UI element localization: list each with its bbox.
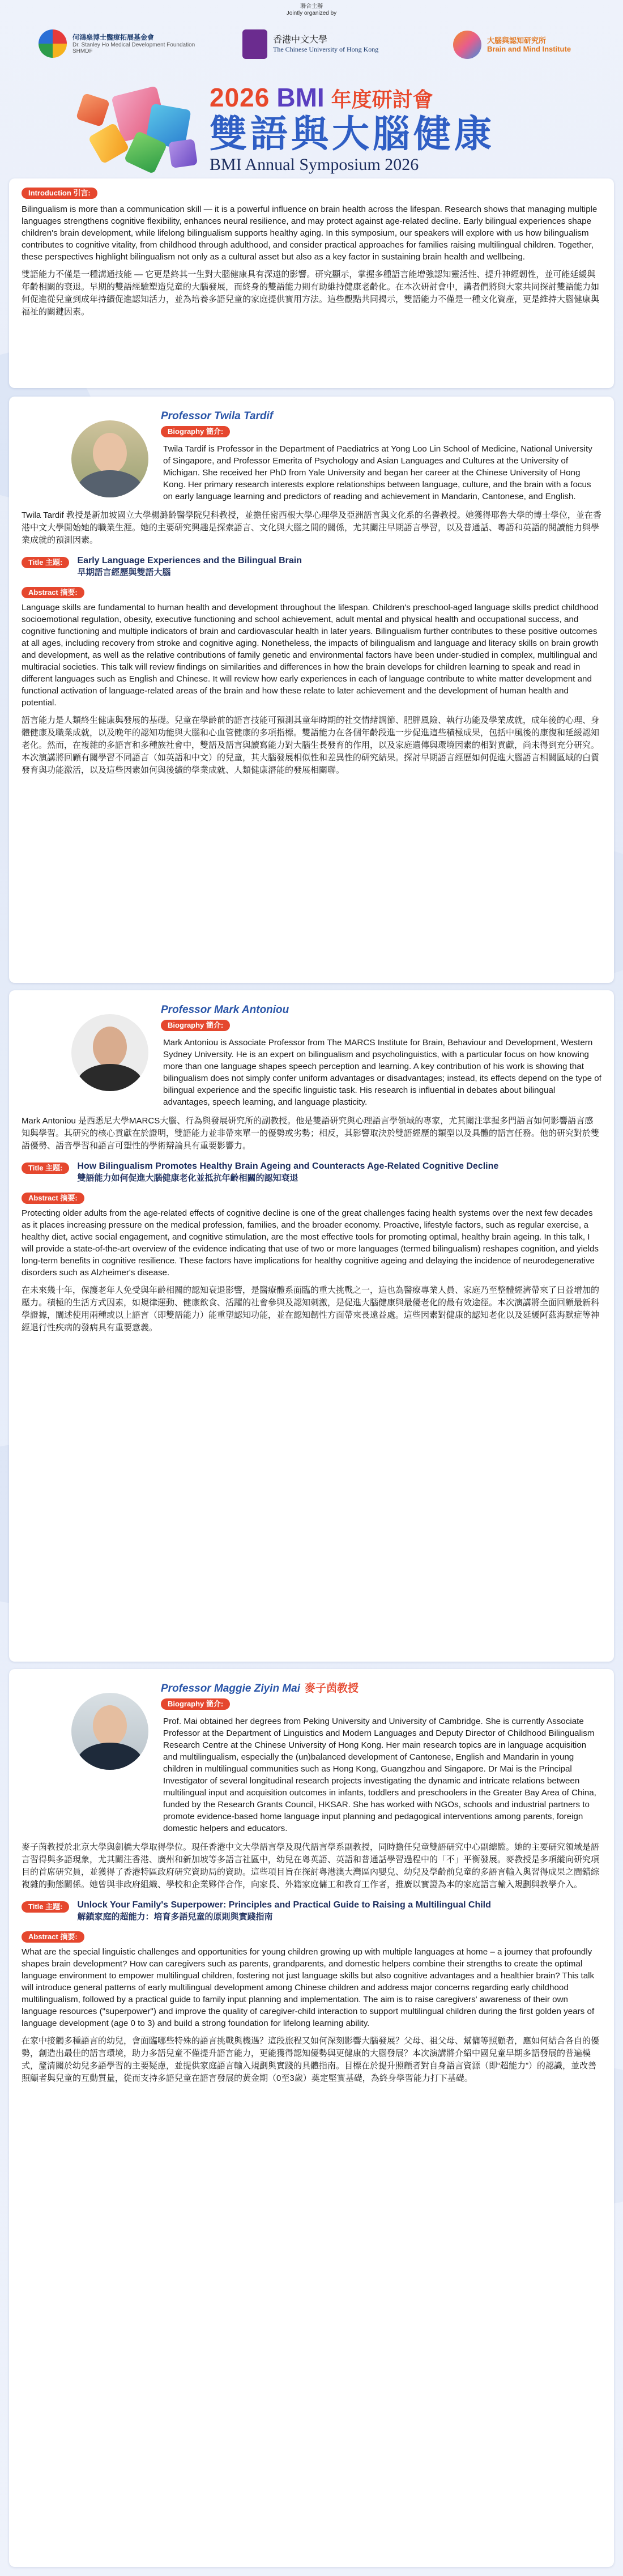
introduction-label: Introduction 引言: <box>22 188 97 199</box>
header <box>0 0 623 178</box>
talk-title-en: Unlock Your Family's Superpower: Principles and Practical Guide to Raising a Multilingual Child <box>77 1900 491 1910</box>
title-bmi: BMI <box>276 83 325 112</box>
speaker-name: Professor Twila Tardif <box>161 410 274 422</box>
speaker-photo <box>71 420 148 497</box>
abstract-label: Abstract 摘要: <box>22 587 84 598</box>
talk-title-en: Early Language Experiences and the Bilingual Brain <box>77 556 302 565</box>
speaker-name-zh: 麥子茵教授 <box>305 1683 359 1694</box>
shmdf-logo: 何鴻燊博士醫療拓展基金會 Dr. Stanley Ho Medical Development Foundation SHMDF <box>39 29 195 58</box>
introduction-text-zh: 雙語能力不僅是一種溝通技能 — 它更是終其一生對大腦健康具有深遠的影響。研究顯示，掌握多種語言能增強認知靈活性、提升神經韌性，並可能延緩與年齡相關的衰退。早期的雙語經驗塑造兒童的大腦發展，而終身的雙語能力則有助維持健康老齡化。在本次研討會中，講者們將與大家共同探討雙語能力如何促進從兒童到成年持續促進認知活力，並為培養多語兒童的家庭提供實用方法。這些觀點共同揭示，雙語能力不僅是一種文化資產，更是維持大腦健康與福祉的關鍵因素。 <box>22 270 600 317</box>
introduction-card <box>9 178 614 388</box>
biography-label: Biography 簡介: <box>161 1020 230 1031</box>
talk-title-zh: 早期語言經歷與雙語大腦 <box>77 568 171 577</box>
speaker-photo <box>71 1693 148 1770</box>
title-label: Title 主題: <box>22 557 69 568</box>
biography-text-zh: 麥子茵教授於北京大學與劍橋大學取得學位。現任香港中文大學語言學及現代語言學系副教授，同時擔任兒童雙語研究中心副總監。她的主要研究領域是語言習得與多語現象，尤其關注香港、廣州和新加坡等多語言社區中，幼兒在粵英語、英語和普通話學習過程中的「不」平衡發展。麥教授是多項縱向研究項目的首席研究員，並獲得了香港特區政府研究資助局的資助。這些項目旨在探討粵港澳大灣區內嬰兒、幼兒及學齡前兒童的多語言輸入與習得成果之間錯綜複雜的動態關係。她曾與非政府組織、學校和企業夥伴合作，向家長、外籍家庭傭工和教育工作者，推廣以實證為本的家庭語言輸入規劃與教學介入。 <box>22 1842 600 1889</box>
speaker-card-antoniou <box>9 990 614 1662</box>
biography-label: Biography 簡介: <box>161 1698 230 1710</box>
talk-title-zh: 雙語能力如何促進大腦健康老化並抵抗年齡相關的認知衰退 <box>77 1173 298 1183</box>
abstract-text-en: What are the special linguistic challenges and opportunities for young children growing up with multiple languages at home – a journey that profoundly shapes brain development? How can caregivers such as parents, grandparents, and domestic helpers combine their strengths to create the optimal language environment to empower multilingual children, fostering not just language skills but also cognitive advantages and a healthier brain? This talk will introduce general patterns of early multilingual development among Chinese children and address major concerns regarding early childhood multilingualism, followed by a practical guide to family input planning and implementation. The aim is to raise caregivers' awareness of their own language resources ("superpower") and improve the quality of caregiver-child interaction to support multilingual children during the first golden years of language development (age 0 to 3) and build a strong foundation for lifelong learning ability. <box>22 1947 595 2028</box>
speaker-name: Professor Maggie Ziyin Mai 麥子茵教授 <box>161 1683 359 1694</box>
abstract-text-zh: 在未來幾十年，保護老年人免受與年齡相關的認知衰退影響，是醫療體系面臨的重大挑戰之一，這也為醫療專業人員、家庭乃至整體經濟帶來了日益增加的壓力。積極的生活方式因素，如規律運動、健康飲食、活躍的社會參與及認知刺激，是促進大腦健康與最優老化的最有效途徑。本次演講將全面回顧最新科學證據，闡述使用兩種或以上語言（即雙語能力）能重塑認知功能，並在認知韌性方面帶來長遠益處。這些因素對健康的認知老化以及延緩阿茲海默症等神經退行性疾病的發病具有重要意義。 <box>22 1285 600 1332</box>
title-label: Title 主題: <box>22 1163 69 1174</box>
co-organizer-caption: 聯合主辦 Jointly organized by <box>286 3 337 16</box>
biography-text-en: Prof. Mai obtained her degrees from Peking University and University of Cambridge. She is currently Associate Professor at the Department of Linguistics and Modern Languages and Deputy Director of Childhood Bilingualism Research Centre at the Chinese University of Hong Kong. Her main research topics are in language acquisition and multilingualism, especially the (un)balanced development of Cantonese, English and Mandarin in young children in multilingual communities such as Hong Kong, Guangzhou and Singapore. Dr Mai is the Principal Investigator of several longitudinal research projects investigating the dynamic and intricate relations between multilingual input and acquisition outcomes in infants, toddlers and preschoolers in the Greater Bay Area of China, funded by the Research Grants Council, HKSAR. She has worked with NGOs, schools and industrial partners to promote evidence-based home language input planning and pedagogical interventions among parents, foreign domestic helpers and educators. <box>163 1717 596 1833</box>
abstract-label: Abstract 摘要: <box>22 1193 84 1204</box>
biography-text-en: Mark Antoniou is Associate Professor from The MARCS Institute for Brain, Behaviour and Development, Western Sydney University. He is an expert on bilingualism and psycholinguistics, with a particular focus on how knowing more than one language shapes speech perception and learning. A key contribution of his work is showing that bilingualism does not simply confer uniform advantages or disadvantages; instead, its effects depend on the type of bilingual experience and the specific linguistic task. His research is influential in debates about bilingual advantages, speech learning, and language plasticity. <box>163 1038 601 1107</box>
biography-text-en: Twila Tardif is Professor in the Department of Paediatrics at Yong Loo Lin School of Medicine, National University of Singapore, and Professor Emerita of Psychology and Asian Languages and Cultures at the University of Michigan. She received her PhD from Yale University and began her career at the Chinese University of Hong Kong. Her primary research interests explore relationships between language, culture, and the brain with a focus on early language learning and predictors of reading and achievement in Mandarin, Cantonese, and English. <box>163 444 592 501</box>
talk-title-en: How Bilingualism Promotes Healthy Brain Ageing and Counteracts Age-Related Cognitive Decline <box>77 1161 499 1171</box>
cuhk-crest-icon <box>242 29 267 59</box>
title-zh-small: 年度研討會 <box>331 88 433 111</box>
speaker-photo <box>71 1014 148 1091</box>
title-en-main: BMI Annual Symposium 2026 <box>210 155 419 174</box>
logo-row <box>0 25 623 76</box>
abstract-text-en: Language skills are fundamental to human health and development throughout the lifespan. Children's preschool-aged language skills predict childhood socioemotional regulation, obesity, executive functioning and school achievement, adult mental and physical health and occupational success, and cognitive functioning and multiple indicators of brain and cardiovascular health in later years. Bilingualism further contributes to these positive outcomes at all ages, including recovery from stroke and cognitive aging. Nonetheless, the impacts of bilingualism and language and literacy skills on brain growth and development, as well as the relative contributions of family genetic and environmental factors have been under-studied in complex, multilingual and multiracial societies. This talk will review findings on similarities and differences in how the brain develops for children learning to speak and read in different languages such as English and Chinese. It will review how early experiences in each of language contribute to white matter development and functional activation of language-related areas of the brain and how these relate to later achievement and the development of human health and potential. <box>22 603 599 708</box>
speaker-name: Professor Mark Antoniou <box>161 1004 289 1016</box>
talk-title-row <box>22 1160 601 1185</box>
abstract-label: Abstract 摘要: <box>22 1931 84 1943</box>
bmi-mark-icon <box>453 31 481 59</box>
bmi-logo: 大腦與認知研究所 Brain and Mind Institute <box>453 31 571 59</box>
puzzle-piece-icon <box>76 93 110 127</box>
biography-label: Biography 簡介: <box>161 426 230 437</box>
speaker-card-mai <box>9 1669 614 2567</box>
abstract-text-zh: 語言能力是人類終生健康與發展的基礎。兒童在學齡前的語言技能可預測其童年時期的社交情緒調節、肥胖風險、執行功能及學業成就，成年後的心理、身體健康及職業成就，以及晚年的認知功能與大腦和心血管健康的多項指標。雙語能力在各個年齡段進一步促進這些積極成果，包括中風後的康復和延緩認知老化。然而，在複雜的多語言和多種族社會中，雙語及語言與讀寫能力對大腦生長發育的作用，以及家庭遺傳與環境因素的相對貢獻，尚未得到充分研究。本次演講將回顧有關學習不同語言（如英語和中文）的兒童，其大腦發展相似性和差異性的研究結果。探討早期語言經歷如何促進大腦語言相關區域的白質發育與功能激活，以及這些因素如何與後續的學業成就、人類健康潛能的發展相關聯。 <box>22 716 600 775</box>
talk-title-row <box>22 1899 601 1923</box>
puzzle-piece-icon <box>168 139 198 168</box>
speaker-card-tardif <box>9 397 614 983</box>
title-year: 2026 <box>210 83 270 112</box>
title-label: Title 主題: <box>22 1901 69 1913</box>
shmdf-mark-icon <box>39 29 67 58</box>
biography-text-zh: Mark Antoniou 是西悉尼大學MARCS大腦、行為與發展研究所的副教授。他是雙語研究與心理語言學領域的專家，尤其關注掌握多門語言如何影響語言感知與學習。其研究的核心貢獻在於證明，雙語能力並非帶來單一的優勢或劣勢；相反，其影響取決於雙語經歷的類型以及具體的語言任務。他的研究對於雙語優勢、語音學習和語言可塑性的學術辯論具有重要影響力。 <box>22 1116 600 1151</box>
talk-title-zh: 解鎖家庭的超能力：培育多語兒童的原則與實踐指南 <box>77 1912 273 1922</box>
abstract-text-en: Protecting older adults from the age-related effects of cognitive decline is one of the great challenges facing health systems over the next few decades as it places increasing pressure on the medical profession, families, and the broader economy. Proactive, lifestyle factors, such as regular exercise, a healthy diet, active social engagement, and cognitive stimulation, are the most effective tools for promoting optimal, healthy brain ageing. In this talk, I will provide a state-of-the-art overview of the evidence indicating that use of two or more languages (termed bilingualism) reshapes cognition, and yields long-term benefits in cognitive resilience. These factors have implications for healthy cognitive ageing and delaying the incidence of neurodegenerative disorders such as Alzheimer's disease. <box>22 1208 599 1278</box>
talk-title-row <box>22 555 601 579</box>
biography-text-zh: Twila Tardif 教授是新加坡國立大學楊潞齡醫學院兒科教授，並擔任密西根大學心理學及亞洲語言與文化系的名譽教授。她獲得耶魯大學的博士學位，並在香港中文大學開始她的職業生涯。她的主要研究興趣是探索語言、文化與大腦之間的關係，尤其關注早期語言學習，以及普通話、粵語和英語的閱讀能力與學業成就的預測因素。 <box>22 510 601 545</box>
cuhk-logo: 香港中文大學 The Chinese University of Hong Kong <box>242 29 378 59</box>
title-zh-main: 雙語與大腦健康 <box>210 113 495 155</box>
introduction-text-en: Bilingualism is more than a communication skill — it is a powerful influence on brain health across the lifespan. Research shows that managing multiple languages strengthens cognitive flexibility, enhances neural resilience, and may protect against age-related decline. Early bilingual experiences shape children's brain development, while lifelong bilingualism supports healthy aging. In this symposium, our speakers will explore with us how bilingualism contributes to cognitive vitality, from childhood through adulthood, and consider practical approaches for families raising multilingual children. Together, these perspectives highlight bilingualism not only as a cultural asset but also as a key factor in sustaining brain health and wellbeing. <box>22 205 598 262</box>
abstract-text-zh: 在家中接觸多種語言的幼兒，會面臨哪些特殊的語言挑戰與機遇？這段旅程又如何深刻影響大腦發展？父母、祖父母、幫傭等照顧者，應如何結合各自的優勢，創造出最佳的語言環境，助力多語兒童不僅提升語言能力，更能獲得認知優勢與更健康的大腦發展？本次演講將介紹中國兒童早期多語發展的普遍模式，釐清關於幼兒多語學習的主要疑慮，並提供家庭語言輸入規劃與實踐的具體指南。目標在於提升照顧者對自身語言資源（即“超能力”）的認識，並改善照顧者與兒童的互動質量，從而支持多語兒童在語言發展的黃金期（0至3歲）奠定堅實基礎，為終身學習能力打下基礎。 <box>22 2036 600 2083</box>
